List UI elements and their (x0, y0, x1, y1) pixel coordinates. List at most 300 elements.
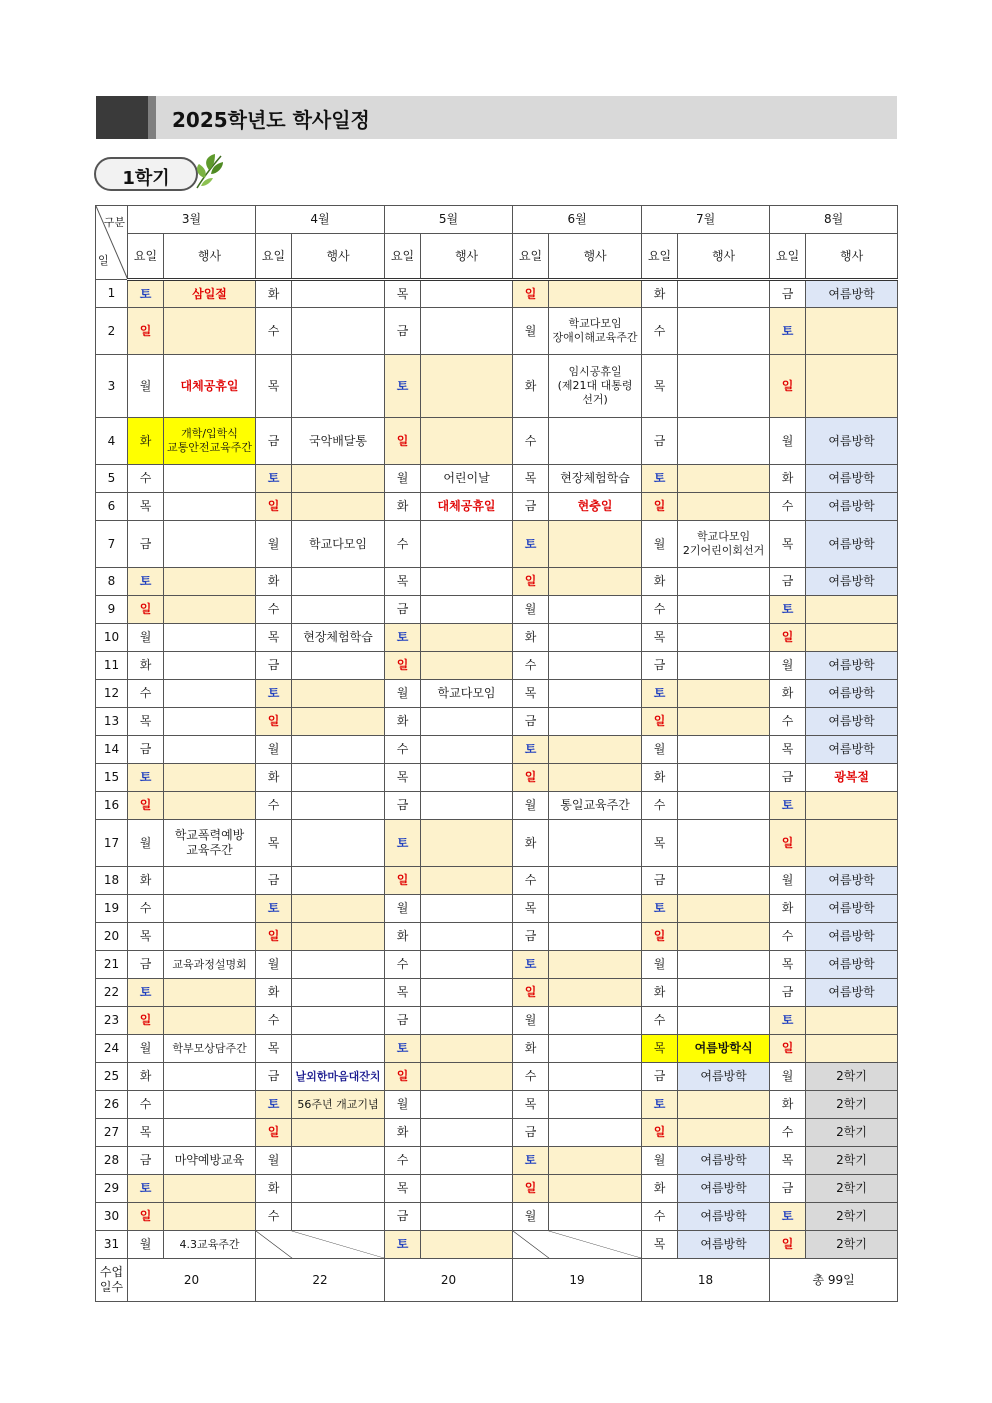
day-of-week-cell: 금 (128, 736, 164, 764)
day-of-week-cell: 토 (256, 1091, 292, 1119)
day-of-week-cell: 일 (770, 624, 806, 652)
event-cell: 여름방학 (806, 465, 898, 493)
table-row (96, 1091, 898, 1119)
event-cell (806, 355, 898, 418)
event-cell (549, 1175, 642, 1203)
table-row (96, 680, 898, 708)
month-header: 5월 (385, 206, 513, 234)
day-of-week-cell: 목 (256, 820, 292, 867)
day-number: 7 (96, 521, 128, 568)
day-of-week-header: 요일 (770, 234, 806, 280)
event-cell (164, 1175, 256, 1203)
table-row (96, 280, 898, 308)
event-cell: 여름방학 (678, 1203, 770, 1231)
day-of-week-cell: 월 (770, 418, 806, 465)
day-of-week-cell: 화 (770, 680, 806, 708)
corner-cell (96, 206, 128, 280)
event-cell (678, 764, 770, 792)
event-cell: 여름방학 (806, 979, 898, 1007)
event-cell: 여름방학 (806, 493, 898, 521)
event-cell: 교육과정설명회 (164, 951, 256, 979)
day-of-week-cell: 일 (256, 493, 292, 521)
event-cell (421, 1231, 513, 1259)
event-cell (292, 308, 385, 355)
day-of-week-cell: 화 (642, 979, 678, 1007)
event-cell (421, 280, 513, 308)
day-of-week-cell: 화 (642, 1175, 678, 1203)
day-of-week-cell: 금 (513, 708, 549, 736)
day-of-week-cell: 월 (513, 1203, 549, 1231)
empty-day-cell (256, 1231, 385, 1259)
event-cell (678, 895, 770, 923)
event-cell (164, 568, 256, 596)
day-of-week-cell: 월 (513, 596, 549, 624)
event-cell: 4.3교육주간 (164, 1231, 256, 1259)
day-of-week-cell: 목 (642, 624, 678, 652)
event-header: 행사 (678, 234, 770, 280)
day-of-week-cell: 목 (642, 1231, 678, 1259)
header-row-labels (96, 234, 898, 280)
event-cell (549, 596, 642, 624)
day-number: 14 (96, 736, 128, 764)
day-of-week-cell: 화 (642, 764, 678, 792)
day-of-week-cell: 화 (256, 1175, 292, 1203)
event-cell (678, 624, 770, 652)
day-of-week-header: 요일 (128, 234, 164, 280)
event-cell: 여름방학 (678, 1175, 770, 1203)
event-cell (678, 867, 770, 895)
event-cell (806, 820, 898, 867)
semester-label: 1학기 (122, 168, 170, 189)
event-cell (549, 652, 642, 680)
day-of-week-cell: 수 (513, 867, 549, 895)
table-row (96, 521, 898, 568)
event-cell (678, 418, 770, 465)
day-of-week-cell: 화 (513, 820, 549, 867)
day-of-week-cell: 일 (128, 792, 164, 820)
event-cell (549, 764, 642, 792)
corner-label-top: 구분 (103, 216, 125, 229)
day-of-week-cell: 수 (385, 951, 421, 979)
event-cell (549, 736, 642, 764)
event-cell (292, 1175, 385, 1203)
table-row (96, 792, 898, 820)
event-cell (164, 652, 256, 680)
day-of-week-cell: 월 (642, 951, 678, 979)
event-cell: 2학기 (806, 1063, 898, 1091)
event-cell (678, 820, 770, 867)
class-days-label: 수업 일수 (96, 1259, 128, 1302)
event-cell (806, 596, 898, 624)
table-row (96, 1035, 898, 1063)
event-cell (421, 568, 513, 596)
day-of-week-cell: 일 (128, 308, 164, 355)
day-number: 2 (96, 308, 128, 355)
header-row-months (96, 206, 898, 234)
day-of-week-cell: 토 (770, 596, 806, 624)
event-cell: 현장체험학습 (292, 624, 385, 652)
event-cell (292, 979, 385, 1007)
day-of-week-cell: 일 (513, 1175, 549, 1203)
class-days-value: 총 99일 (770, 1259, 898, 1302)
event-cell (549, 521, 642, 568)
day-of-week-cell: 화 (513, 624, 549, 652)
day-of-week-cell: 화 (770, 1091, 806, 1119)
day-of-week-cell: 금 (770, 568, 806, 596)
event-cell: 마약예방교육 (164, 1147, 256, 1175)
table-row (96, 1063, 898, 1091)
day-number: 22 (96, 979, 128, 1007)
event-cell: 현충일 (549, 493, 642, 521)
event-cell (164, 624, 256, 652)
event-cell (292, 280, 385, 308)
day-number: 4 (96, 418, 128, 465)
day-of-week-cell: 화 (385, 923, 421, 951)
event-cell (421, 624, 513, 652)
day-of-week-cell: 금 (642, 418, 678, 465)
event-cell: 여름방학 (806, 923, 898, 951)
day-number: 1 (96, 280, 128, 308)
day-of-week-cell: 토 (128, 568, 164, 596)
event-cell (549, 820, 642, 867)
event-header: 행사 (549, 234, 642, 280)
event-cell (421, 1203, 513, 1231)
event-cell (164, 867, 256, 895)
day-of-week-cell: 금 (770, 979, 806, 1007)
day-of-week-cell: 목 (385, 979, 421, 1007)
day-of-week-cell: 월 (770, 1063, 806, 1091)
day-of-week-cell: 금 (385, 596, 421, 624)
table-row (96, 568, 898, 596)
day-of-week-cell: 수 (513, 652, 549, 680)
day-of-week-cell: 월 (513, 308, 549, 355)
event-header: 행사 (806, 234, 898, 280)
event-cell (164, 521, 256, 568)
day-of-week-cell: 월 (256, 1147, 292, 1175)
event-header: 행사 (164, 234, 256, 280)
event-cell (678, 708, 770, 736)
event-cell: 여름방학 (678, 1063, 770, 1091)
day-of-week-cell: 화 (770, 465, 806, 493)
event-cell (292, 951, 385, 979)
day-of-week-cell: 토 (770, 308, 806, 355)
day-of-week-cell: 금 (256, 418, 292, 465)
event-cell (549, 895, 642, 923)
event-cell (678, 308, 770, 355)
day-number: 18 (96, 867, 128, 895)
day-of-week-cell: 화 (256, 568, 292, 596)
day-of-week-cell: 화 (642, 568, 678, 596)
day-of-week-cell: 목 (385, 1175, 421, 1203)
day-of-week-cell: 수 (513, 1063, 549, 1091)
table-row (96, 308, 898, 355)
day-of-week-cell: 월 (128, 820, 164, 867)
event-cell (549, 680, 642, 708)
event-cell: 여름방학 (806, 680, 898, 708)
event-cell (678, 1007, 770, 1035)
day-of-week-cell: 금 (256, 867, 292, 895)
day-of-week-cell: 금 (128, 951, 164, 979)
day-of-week-cell: 목 (128, 708, 164, 736)
class-days-value: 20 (128, 1259, 256, 1302)
event-cell (164, 1091, 256, 1119)
page-title: 2025학년도 학사일정 (172, 108, 370, 132)
table-row (96, 867, 898, 895)
day-of-week-cell: 월 (642, 521, 678, 568)
event-cell (164, 308, 256, 355)
day-of-week-cell: 목 (128, 493, 164, 521)
event-cell (292, 764, 385, 792)
day-of-week-cell: 월 (513, 1007, 549, 1035)
day-of-week-cell: 월 (642, 736, 678, 764)
day-of-week-cell: 월 (642, 1147, 678, 1175)
table-row (96, 596, 898, 624)
event-cell (292, 1007, 385, 1035)
event-cell: 여름방학 (806, 736, 898, 764)
day-of-week-cell: 토 (385, 355, 421, 418)
table-row (96, 493, 898, 521)
table-row (96, 979, 898, 1007)
day-of-week-cell: 토 (385, 1231, 421, 1259)
day-of-week-cell: 금 (642, 1063, 678, 1091)
event-cell (292, 1147, 385, 1175)
day-of-week-cell: 수 (513, 418, 549, 465)
day-number: 19 (96, 895, 128, 923)
corner-label-bottom: 일 (98, 254, 109, 268)
day-of-week-cell: 화 (513, 355, 549, 418)
day-of-week-cell: 화 (513, 1035, 549, 1063)
day-number: 28 (96, 1147, 128, 1175)
day-of-week-cell: 금 (385, 308, 421, 355)
day-of-week-cell: 금 (770, 280, 806, 308)
table-row (96, 1175, 898, 1203)
day-of-week-cell: 금 (385, 792, 421, 820)
event-cell (421, 951, 513, 979)
event-header: 행사 (421, 234, 513, 280)
day-of-week-cell: 목 (385, 764, 421, 792)
table-row (96, 355, 898, 418)
event-cell: 학교다모임 2기어린이회선거 (678, 521, 770, 568)
day-of-week-cell: 토 (770, 1007, 806, 1035)
day-of-week-cell: 토 (385, 624, 421, 652)
event-cell (806, 624, 898, 652)
event-cell: 2학기 (806, 1119, 898, 1147)
day-of-week-cell: 화 (256, 280, 292, 308)
event-cell (421, 652, 513, 680)
event-cell (549, 1119, 642, 1147)
day-of-week-cell: 토 (385, 820, 421, 867)
day-of-week-cell: 일 (770, 1231, 806, 1259)
event-cell (164, 1007, 256, 1035)
event-cell (292, 1203, 385, 1231)
day-of-week-cell: 화 (385, 708, 421, 736)
day-of-week-cell: 화 (128, 1063, 164, 1091)
event-cell: 학교다모임 장애이해교육주간 (549, 308, 642, 355)
event-cell (292, 680, 385, 708)
event-cell: 광복절 (806, 764, 898, 792)
event-cell (678, 596, 770, 624)
class-days-value: 19 (513, 1259, 642, 1302)
day-number: 31 (96, 1231, 128, 1259)
event-cell (549, 923, 642, 951)
event-cell (292, 652, 385, 680)
day-of-week-cell: 일 (770, 1035, 806, 1063)
event-cell: 여름방학 (806, 951, 898, 979)
event-cell (421, 923, 513, 951)
event-cell (164, 1063, 256, 1091)
day-of-week-cell: 목 (770, 521, 806, 568)
event-cell (421, 867, 513, 895)
day-of-week-cell: 수 (128, 680, 164, 708)
day-of-week-cell: 금 (513, 1119, 549, 1147)
day-of-week-cell: 토 (513, 521, 549, 568)
event-cell: 학교폭력예방 교육주간 (164, 820, 256, 867)
table-row (96, 1147, 898, 1175)
event-cell: 대체공휴일 (421, 493, 513, 521)
event-cell (806, 1035, 898, 1063)
event-cell (806, 308, 898, 355)
banner-mid-block (148, 96, 156, 139)
day-number: 26 (96, 1091, 128, 1119)
day-number: 10 (96, 624, 128, 652)
day-of-week-cell: 목 (385, 568, 421, 596)
day-of-week-cell: 월 (128, 1035, 164, 1063)
day-of-week-cell: 일 (385, 1063, 421, 1091)
event-cell (292, 493, 385, 521)
day-of-week-cell: 화 (256, 979, 292, 1007)
day-of-week-header: 요일 (513, 234, 549, 280)
event-cell (678, 1119, 770, 1147)
day-of-week-cell: 토 (128, 1175, 164, 1203)
table-row (96, 736, 898, 764)
day-number: 8 (96, 568, 128, 596)
event-cell (421, 979, 513, 1007)
day-of-week-cell: 목 (770, 951, 806, 979)
day-number: 21 (96, 951, 128, 979)
day-number: 24 (96, 1035, 128, 1063)
event-cell (164, 596, 256, 624)
day-number: 20 (96, 923, 128, 951)
day-number: 16 (96, 792, 128, 820)
event-cell (421, 736, 513, 764)
day-of-week-cell: 금 (128, 1147, 164, 1175)
day-of-week-cell: 월 (128, 355, 164, 418)
day-of-week-cell: 목 (642, 1035, 678, 1063)
day-of-week-cell: 수 (385, 521, 421, 568)
event-cell: 통일교육주간 (549, 792, 642, 820)
day-of-week-cell: 수 (642, 1007, 678, 1035)
event-cell (549, 1007, 642, 1035)
event-cell (549, 1203, 642, 1231)
day-of-week-cell: 수 (770, 923, 806, 951)
event-cell (292, 792, 385, 820)
day-of-week-cell: 월 (256, 736, 292, 764)
day-number: 13 (96, 708, 128, 736)
day-of-week-cell: 수 (256, 792, 292, 820)
day-of-week-cell: 수 (128, 895, 164, 923)
day-of-week-cell: 목 (642, 820, 678, 867)
event-cell: 2학기 (806, 1147, 898, 1175)
event-cell: 여름방학 (806, 652, 898, 680)
day-of-week-cell: 일 (642, 923, 678, 951)
event-cell (421, 1175, 513, 1203)
day-of-week-cell: 목 (256, 624, 292, 652)
day-of-week-cell: 일 (256, 1119, 292, 1147)
day-of-week-cell: 토 (642, 1091, 678, 1119)
event-cell (164, 1203, 256, 1231)
month-header: 4월 (256, 206, 385, 234)
leaf-icon (193, 152, 225, 192)
event-cell (421, 1035, 513, 1063)
event-cell (164, 680, 256, 708)
day-of-week-cell: 화 (128, 652, 164, 680)
event-cell (421, 308, 513, 355)
event-cell (678, 568, 770, 596)
event-cell: 학교다모임 (421, 680, 513, 708)
event-cell (164, 708, 256, 736)
event-cell (678, 680, 770, 708)
day-of-week-cell: 목 (513, 465, 549, 493)
event-cell: 여름방학 (806, 521, 898, 568)
table-row (96, 951, 898, 979)
event-cell (292, 736, 385, 764)
event-cell (549, 280, 642, 308)
event-cell: 여름방학 (806, 895, 898, 923)
event-cell: 여름방학식 (678, 1035, 770, 1063)
day-number: 25 (96, 1063, 128, 1091)
day-of-week-cell: 토 (513, 951, 549, 979)
event-cell: 현장체험학습 (549, 465, 642, 493)
semester-badge (94, 157, 198, 191)
day-of-week-cell: 토 (642, 465, 678, 493)
day-of-week-cell: 금 (256, 652, 292, 680)
day-of-week-cell: 일 (513, 979, 549, 1007)
day-of-week-cell: 일 (128, 596, 164, 624)
day-of-week-cell: 일 (770, 355, 806, 418)
day-of-week-cell: 목 (256, 355, 292, 418)
day-of-week-cell: 일 (642, 493, 678, 521)
day-of-week-cell: 수 (256, 1007, 292, 1035)
event-cell (164, 493, 256, 521)
event-cell (421, 1007, 513, 1035)
event-cell: 2학기 (806, 1175, 898, 1203)
day-of-week-cell: 토 (642, 895, 678, 923)
event-cell: 여름방학 (806, 418, 898, 465)
day-of-week-cell: 일 (770, 820, 806, 867)
day-of-week-cell: 수 (256, 308, 292, 355)
day-number: 27 (96, 1119, 128, 1147)
day-of-week-cell: 목 (385, 280, 421, 308)
event-cell (678, 465, 770, 493)
day-of-week-header: 요일 (256, 234, 292, 280)
table-row (96, 1007, 898, 1035)
day-of-week-cell: 수 (642, 792, 678, 820)
event-cell (421, 1147, 513, 1175)
event-cell: 여름방학 (806, 568, 898, 596)
event-cell (806, 1007, 898, 1035)
day-number: 17 (96, 820, 128, 867)
event-cell (292, 465, 385, 493)
day-number: 9 (96, 596, 128, 624)
event-cell (164, 465, 256, 493)
event-cell (421, 764, 513, 792)
title-banner (96, 96, 897, 139)
day-of-week-cell: 화 (128, 867, 164, 895)
day-of-week-cell: 월 (770, 867, 806, 895)
day-of-week-cell: 수 (128, 1091, 164, 1119)
day-of-week-cell: 목 (642, 355, 678, 418)
class-days-value: 22 (256, 1259, 385, 1302)
